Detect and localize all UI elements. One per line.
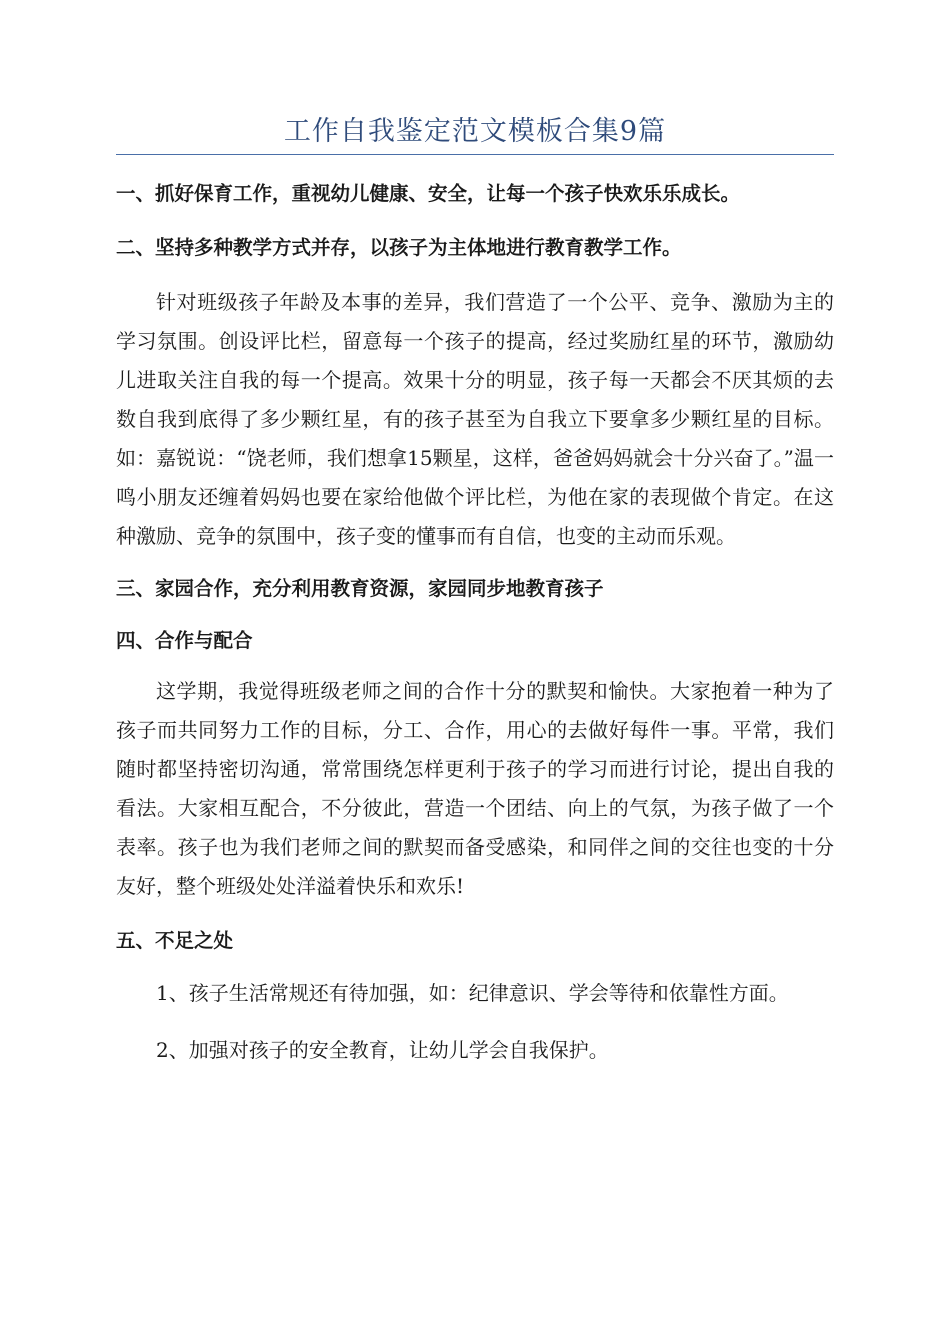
paragraph-3: 1、孩子生活常规还有待加强，如：纪律意识、学会等待和依靠性方面。 <box>156 981 789 1005</box>
section-heading-2: 二、坚持多种教学方式并存，以孩子为主体地进行教育教学工作。 <box>116 236 682 259</box>
section-heading-5: 五、不足之处 <box>116 929 234 952</box>
document-page <box>116 112 834 1083</box>
section-heading-3: 三、家园合作，充分利用教育资源，家园同步地教育孩子 <box>116 577 604 600</box>
document-title: 工作自我鉴定范文模板合集9篇 <box>283 116 667 147</box>
paragraph-2: 这学期，我觉得班级老师之间的合作十分的默契和愉快。大家抱着一种为了孩子而共同努力工作的目标，分工、合作，用心的去做好每件一事。平常，我们随时都坚持密切沟通，常常围绕怎样更利于孩子的学习而进行讨论，提出自我的看法。大家相互配合，不分彼此，营造一个团结、向上的气氛，为孩子做了一个表率。孩子也为我们老师之间的默契而备受感染，和同伴之间的交往也变的十分友好，整个班级处处洋溢着快乐和欢乐! <box>116 679 834 898</box>
paragraph-4: 2、加强对孩子的安全教育，让幼儿学会自我保护。 <box>156 1038 609 1062</box>
paragraph-1: 针对班级孩子年龄及本事的差异，我们营造了一个公平、竞争、激励为主的学习氛围。创设评比栏，留意每一个孩子的提高，经过奖励红星的环节，激励幼儿进取关注自我的每一个提高。效果十分的明显，孩子每一天都会不厌其烦的去数自我到底得了多少颗红星，有的孩子甚至为自我立下要拿多少颗红星的目标。如：嘉锐说：“饶老师，我们想拿15颗星，这样，爸爸妈妈就会十分兴奋了。”温一鸣小朋友还缠着妈妈也要在家给他做个评比栏，为他在家的表现做个肯定。在这种激励、竞争的氛围中，孩子变的懂事而有自信，也变的主动而乐观。 <box>116 290 834 548</box>
section-heading-4: 四、合作与配合 <box>116 629 253 652</box>
title-underline <box>116 154 834 155</box>
section-heading-1: 一、抓好保育工作，重视幼儿健康、安全，让每一个孩子快欢乐乐成长。 <box>116 182 741 205</box>
